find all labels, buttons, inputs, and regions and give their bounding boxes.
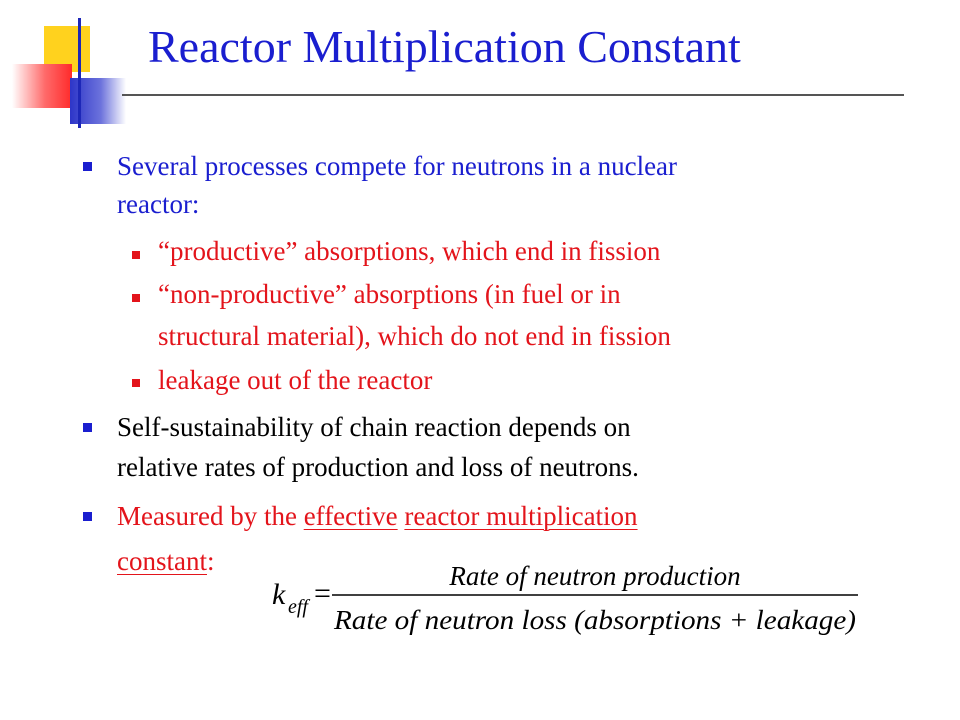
formula-denominator: Rate of neutron loss (absorptions + leakage) — [332, 605, 857, 635]
bullet-marker — [83, 512, 92, 521]
bullet-1-line-1: Several processes compete for neutrons in a nuclear — [117, 151, 678, 181]
term-reactor-multiplication: reactor multiplication — [404, 501, 638, 531]
bullet-1-line-2: reactor: — [117, 189, 200, 219]
bullet-marker — [83, 162, 92, 171]
sub-bullet-1: “productive” absorptions, which end in fission — [158, 236, 661, 266]
decor-vertical-line — [78, 18, 81, 128]
sub-bullet-2-line-2: structural material), which do not end in fission — [158, 321, 671, 351]
title-underline — [122, 94, 904, 96]
bullet-3-line-2 — [117, 542, 215, 581]
sub-bullet-marker — [132, 251, 140, 259]
formula-numerator: Rate of neutron production — [449, 561, 741, 591]
sub-bullet-3: leakage out of the reactor — [158, 365, 433, 395]
sub-bullet-2-line-1: “non-productive” absorptions (in fuel or in — [158, 279, 621, 309]
sub-bullet-marker — [132, 294, 140, 302]
keff-formula — [270, 558, 870, 638]
bullet-3-colon: : — [206, 546, 215, 576]
term-effective: effective — [303, 501, 398, 531]
bullet-2-line-1: Self-sustainability of chain reaction depends on — [117, 412, 631, 442]
formula-equals: = — [314, 577, 331, 610]
bullet-marker — [83, 423, 92, 432]
term-constant: constant — [117, 546, 207, 576]
sub-bullet-marker — [132, 379, 140, 387]
formula-k: k — [272, 578, 286, 611]
bullet-3-prefix: Measured by the — [117, 501, 304, 531]
decor-red-square — [12, 64, 72, 108]
slide-title: Reactor Multiplication Constant — [148, 21, 741, 72]
bullet-2-line-2: relative rates of production and loss of neutrons. — [117, 452, 639, 482]
formula-subscript: eff — [288, 596, 308, 618]
bullet-3-line-1 — [117, 497, 638, 536]
